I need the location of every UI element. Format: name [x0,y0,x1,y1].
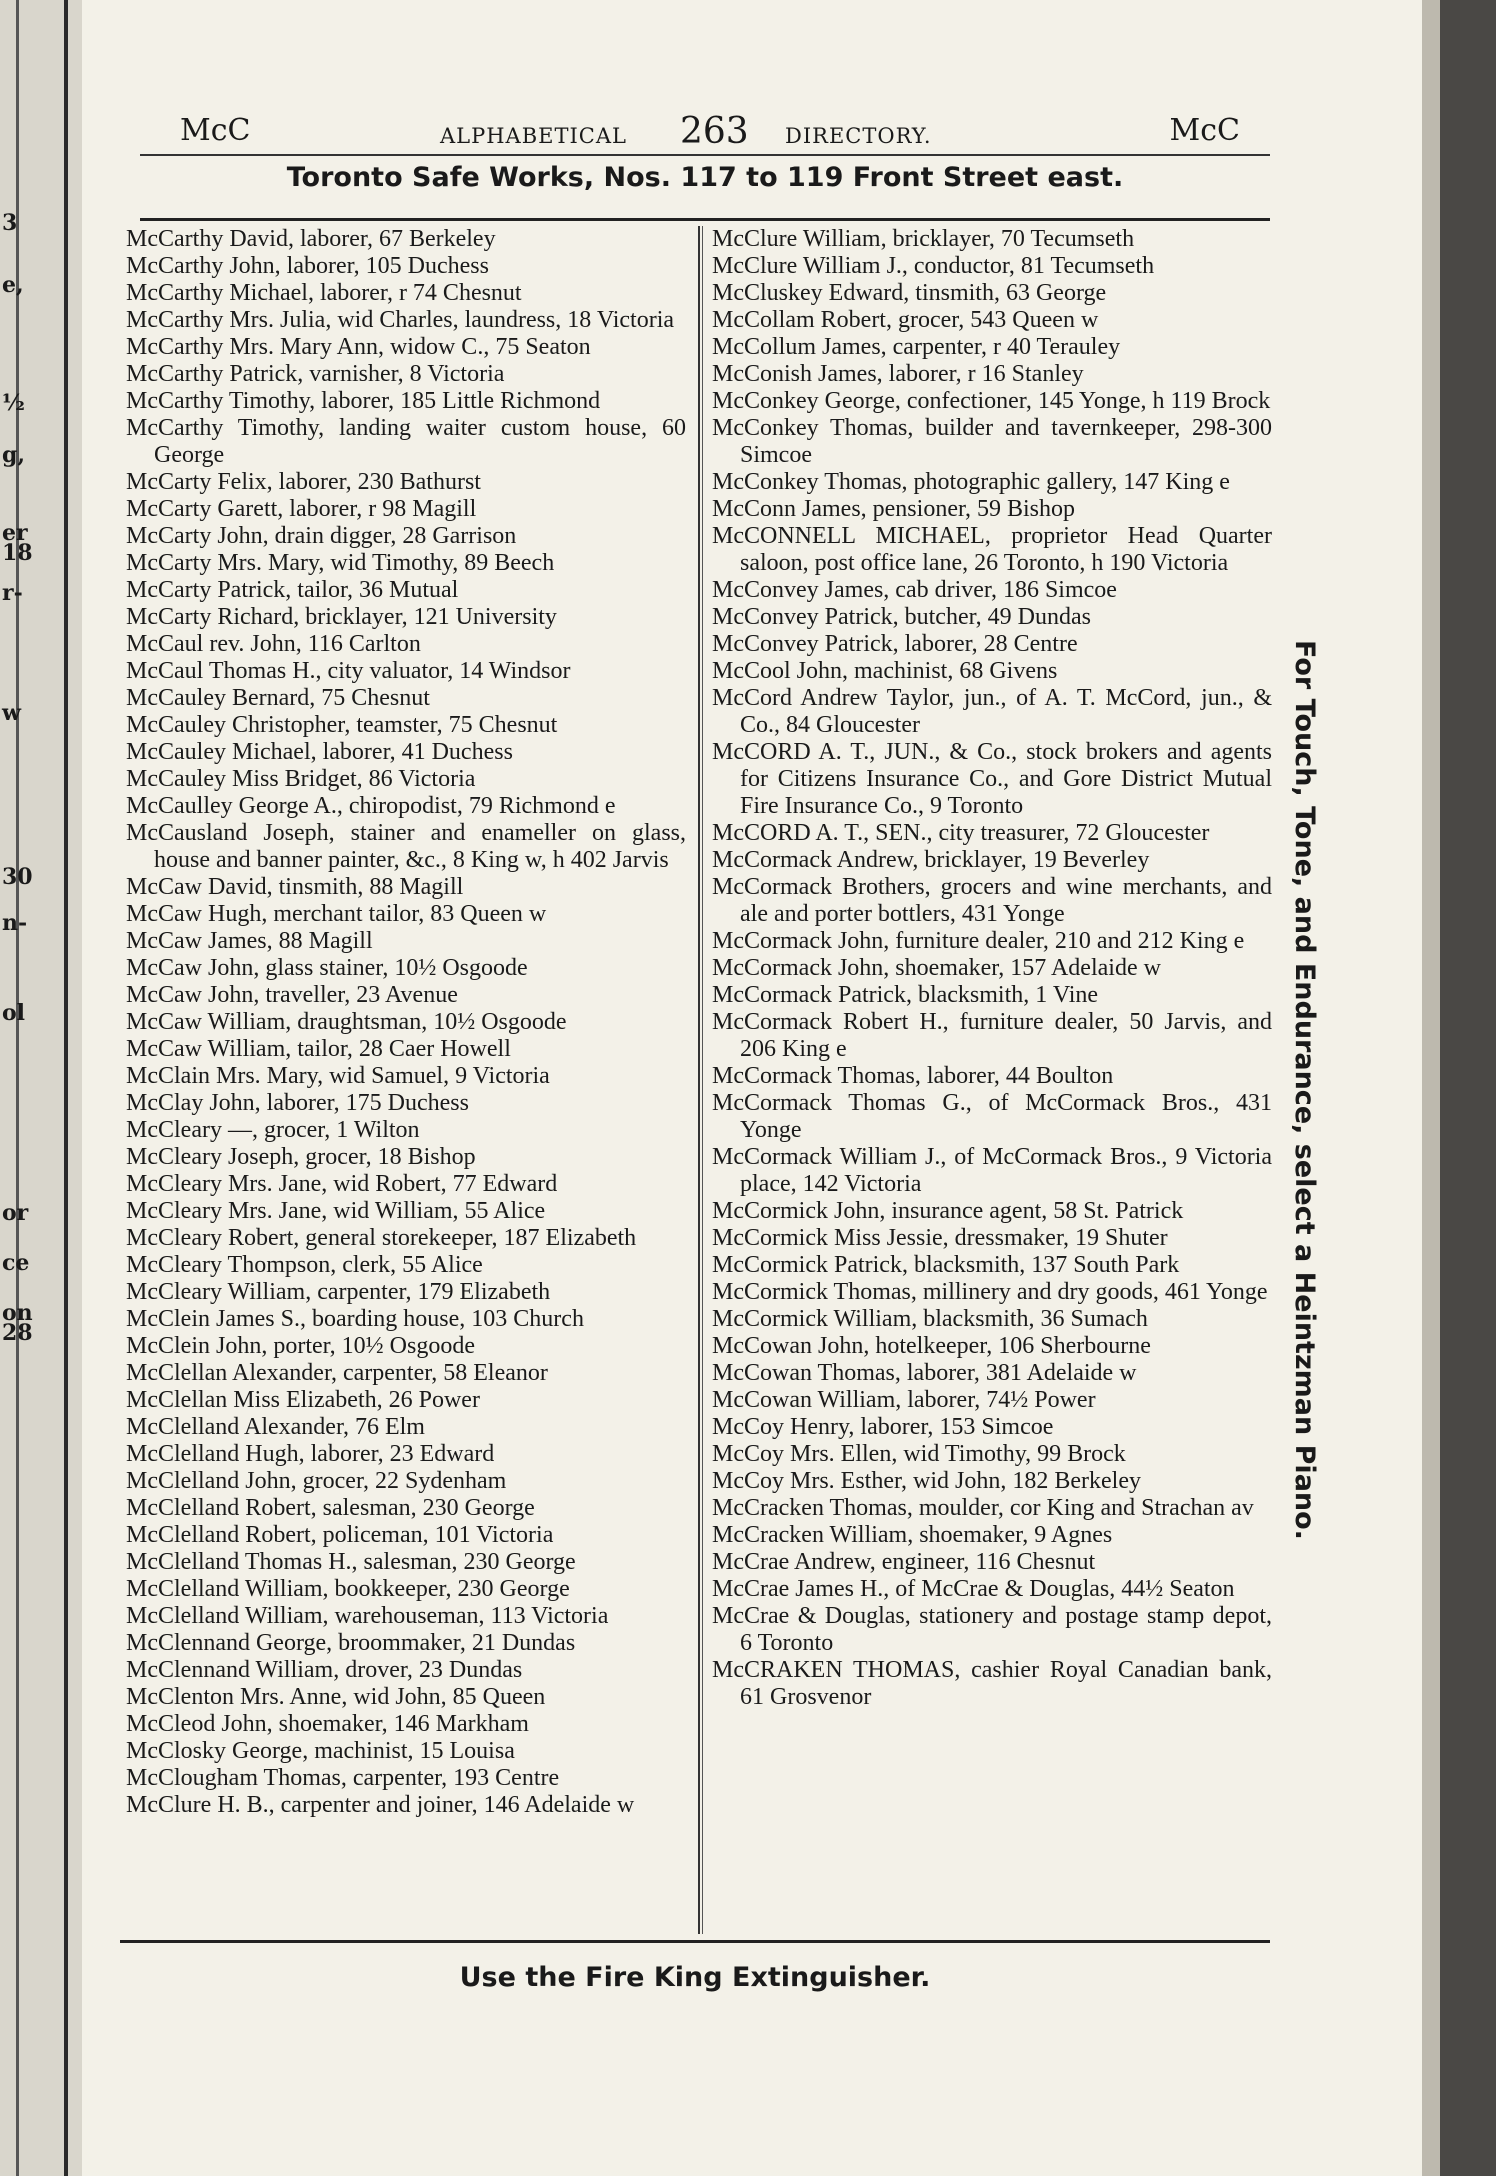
directory-entry: McClure William J., conductor, 81 Tecumseth [712,253,1155,279]
directory-entry: McCormack Thomas, laborer, 44 Boulton [712,1063,1114,1089]
directory-entry: McCleary Thompson, clerk, 55 Alice [126,1252,483,1278]
directory-entry: McCormick John, insurance agent, 58 St. Patrick [712,1198,1184,1224]
directory-entry: McCaul rev. John, 116 Carlton [126,631,421,657]
directory-entry: McClelland William, warehouseman, 113 Victoria [126,1603,609,1629]
directory-entry: McCarthy Michael, laborer, r 74 Chesnut [126,280,522,306]
directory-entry: McCoy Mrs. Esther, wid John, 182 Berkeley [712,1468,1141,1494]
directory-entry: McClelland William, bookkeeper, 230 George [126,1576,570,1602]
directory-entry: McCormack Andrew, bricklayer, 19 Beverley [712,847,1150,873]
directory-entry: McCracken William, shoemaker, 9 Agnes [712,1522,1113,1548]
directory-entry: McCleary —, grocer, 1 Wilton [126,1117,420,1143]
directory-entry: McCaw John, glass stainer, 10½ Osgoode [126,955,528,981]
directory-entry: McClosky George, machinist, 15 Louisa [126,1738,515,1764]
directory-entry: McCormack William J., of McCormack Bros., 9 Victoria place, 142 Victoria [712,1144,1272,1197]
directory-entry: McCarty Felix, laborer, 230 Bathurst [126,469,481,495]
directory-entry: McClelland Alexander, 76 Elm [126,1414,425,1440]
edge-fragment: n- [2,910,28,936]
directory-entry: McCleod John, shoemaker, 146 Markham [126,1711,529,1737]
edge-fragment: or [2,1200,29,1226]
directory-entry: McCoy Henry, laborer, 153 Simcoe [712,1414,1054,1440]
directory-entry: McCleary Robert, general storekeeper, 187 Elizabeth [126,1225,637,1251]
directory-entry: McCaulley George A., chiropodist, 79 Richmond e [126,793,616,819]
directory-entry: McCORD A. T., SEN., city treasurer, 72 Gloucester [712,820,1210,846]
edge-fragment: on [2,1300,33,1326]
directory-entry: McCormack Robert H., furniture dealer, 50 Jarvis, and 206 King e [712,1009,1272,1062]
directory-entry: McClougham Thomas, carpenter, 193 Centre [126,1765,560,1791]
edge-fragment: 3 [2,210,18,236]
page-stack [1422,0,1440,2176]
directory-entry: McCaw David, tinsmith, 88 Magill [126,874,464,900]
directory-entry: McCormick Miss Jessie, dressmaker, 19 Shuter [712,1225,1168,1251]
directory-entry: McClelland Robert, salesman, 230 George [126,1495,535,1521]
directory-entry: McCowan Thomas, laborer, 381 Adelaide w [712,1360,1137,1386]
directory-entry: McCormack John, shoemaker, 157 Adelaide w [712,955,1161,981]
directory-entry: McClenton Mrs. Anne, wid John, 85 Queen [126,1684,546,1710]
directory-entry: McCowan William, laborer, 74½ Power [712,1387,1096,1413]
directory-entry: McCollum James, carpenter, r 40 Terauley [712,334,1121,360]
right-column [712,226,1272,1711]
directory-entry: McClellan Miss Elizabeth, 26 Power [126,1387,480,1413]
directory-entry: McCollam Robert, grocer, 543 Queen w [712,307,1099,333]
directory-entry: McCormick William, blacksmith, 36 Sumach [712,1306,1148,1332]
page-number: 263 [680,111,749,152]
directory-entry: McCausland Joseph, stainer and enameller on glass, house and banner painter, &c., 8 King w, h 402 Jarvis [126,820,686,873]
edge-fragment: r- [2,580,23,606]
header-left: McC [180,113,251,148]
directory-entry: McConvey Patrick, butcher, 49 Dundas [712,604,1091,630]
directory-entry: McCoy Mrs. Ellen, wid Timothy, 99 Brock [712,1441,1126,1467]
directory-entry: McCRAKEN THOMAS, cashier Royal Canadian bank, 61 Grosvenor [712,1657,1272,1710]
directory-entry: McCluskey Edward, tinsmith, 63 George [712,280,1107,306]
directory-entry: McClure William, bricklayer, 70 Tecumseth [712,226,1135,252]
side-advertisement-text: For Touch, Tone, and Endurance, select a Heintzman Piano. [1289,640,1320,1540]
directory-entry: McConkey Thomas, photographic gallery, 147 King e [712,469,1230,495]
adjacent-page-edge [0,0,82,2176]
edge-fragment: er [2,520,28,546]
directory-entry: McCarthy Patrick, varnisher, 8 Victoria [126,361,505,387]
directory-entry: McConkey Thomas, builder and tavernkeeper, 298-300 Simcoe [712,415,1272,468]
gutter-rule [16,0,19,2176]
directory-entry: McCauley Miss Bridget, 86 Victoria [126,766,476,792]
edge-fragment: ce [2,1250,30,1276]
directory-entry: McCaw Hugh, merchant tailor, 83 Queen w [126,901,547,927]
directory-entry: McCowan John, hotelkeeper, 106 Sherbourne [712,1333,1151,1359]
directory-entry: McCarthy Mrs. Julia, wid Charles, laundress, 18 Victoria [126,307,675,333]
directory-entry: McConn James, pensioner, 59 Bishop [712,496,1076,522]
directory-entry: McClennand William, drover, 23 Dundas [126,1657,523,1683]
directory-entry: McCarty Richard, bricklayer, 121 University [126,604,557,630]
edge-fragment: 18 [2,540,33,566]
directory-entry: McCaw James, 88 Magill [126,928,373,954]
bottom-advertisement: Use the Fire King Extinguisher. [459,1962,931,1993]
edge-fragment: ol [2,1000,26,1026]
column-divider [698,226,700,1934]
directory-entry: McCracken Thomas, moulder, cor King and Strachan av [712,1495,1254,1521]
directory-entry: McClay John, laborer, 175 Duchess [126,1090,469,1116]
directory-entry: McCarty Garett, laborer, r 98 Magill [126,496,477,522]
directory-entry: McCormack Thomas G., of McCormack Bros., 431 Yonge [712,1090,1272,1143]
directory-entry: McClennand George, broommaker, 21 Dundas [126,1630,576,1656]
directory-entry: McConvey Patrick, laborer, 28 Centre [712,631,1078,657]
directory-entry: McClein James S., boarding house, 103 Church [126,1306,584,1332]
directory-entry: McCarthy John, laborer, 105 Duchess [126,253,489,279]
directory-entry: McCool John, machinist, 68 Givens [712,658,1058,684]
directory-entry: McCormick Patrick, blacksmith, 137 South Park [712,1252,1180,1278]
directory-entry: McCaul Thomas H., city valuator, 14 Windsor [126,658,571,684]
header-rule [140,154,1270,156]
edge-fragment: 28 [2,1320,33,1346]
directory-entry: McCaw William, tailor, 28 Caer Howell [126,1036,511,1062]
edge-fragment: w [2,700,21,726]
directory-entry: McCrae & Douglas, stationery and postage stamp depot, 6 Toronto [712,1603,1272,1656]
binding-rule [64,0,68,2176]
side-advertisement [1289,640,1340,1540]
edge-fragment: 30 [2,864,33,890]
directory-entry: McClure H. B., carpenter and joiner, 146 Adelaide w [126,1792,635,1818]
header-right: McC [1169,113,1240,148]
edge-fragment: e, [2,272,24,298]
directory-entry: McCauley Bernard, 75 Chesnut [126,685,430,711]
top-advertisement: Toronto Safe Works, Nos. 117 to 119 Front Street east. [286,162,1124,193]
directory-entry: McCrae Andrew, engineer, 116 Chesnut [712,1549,1096,1575]
directory-entry: McCORD A. T., JUN., & Co., stock brokers and agents for Citizens Insurance Co., and Gore District Mutual Fire Insurance Co., 9 Toronto [712,739,1272,819]
directory-entry: McCleary Mrs. Jane, wid Robert, 77 Edward [126,1171,558,1197]
directory-entry: McCarty Mrs. Mary, wid Timothy, 89 Beech [126,550,555,576]
directory-entry: McCarty John, drain digger, 28 Garrison [126,523,517,549]
edge-fragment: ½ [2,390,25,416]
directory-entry: McCormack John, furniture dealer, 210 and 212 King e [712,928,1245,954]
banner-rule [140,218,1270,221]
column-divider-inner [702,226,703,1934]
directory-entry: McClelland Hugh, laborer, 23 Edward [126,1441,495,1467]
directory-entry: McClain Mrs. Mary, wid Samuel, 9 Victoria [126,1063,550,1089]
directory-entry: McConkey George, confectioner, 145 Yonge, h 119 Brock [712,388,1271,414]
directory-entry: McConish James, laborer, r 16 Stanley [712,361,1084,387]
directory-entry: McCarthy Timothy, laborer, 185 Little Richmond [126,388,601,414]
directory-entry: McCleary Joseph, grocer, 18 Bishop [126,1144,476,1170]
directory-entry: McCaw William, draughtsman, 10½ Osgoode [126,1009,567,1035]
directory-entry: McCleary Mrs. Jane, wid William, 55 Alice [126,1198,546,1224]
directory-entry: McClellan Alexander, carpenter, 58 Eleanor [126,1360,548,1386]
directory-entry: McCONNELL MICHAEL, proprietor Head Quarter saloon, post office lane, 26 Toronto, h 190 Victoria [712,523,1272,576]
directory-entry: McCaw John, traveller, 23 Avenue [126,982,458,1008]
directory-entry: McCord Andrew Taylor, jun., of A. T. McCord, jun., & Co., 84 Gloucester [712,685,1272,738]
left-column [126,226,686,1819]
header-center-left: ALPHABETICAL [440,124,627,148]
directory-entry: McCarthy David, laborer, 67 Berkeley [126,226,496,252]
directory-entry: McClelland Thomas H., salesman, 230 George [126,1549,576,1575]
directory-entry: McCauley Michael, laborer, 41 Duchess [126,739,513,765]
directory-entry: McConvey James, cab driver, 186 Simcoe [712,577,1117,603]
directory-entry: McClein John, porter, 10½ Osgoode [126,1333,475,1359]
book-edge [1422,0,1496,2176]
directory-entry: McCleary William, carpenter, 179 Elizabeth [126,1279,551,1305]
directory-entry: McCormack Patrick, blacksmith, 1 Vine [712,982,1099,1008]
running-header [100,102,1260,152]
directory-entry: McCarty Patrick, tailor, 36 Mutual [126,577,459,603]
directory-entry: McCarthy Mrs. Mary Ann, widow C., 75 Seaton [126,334,591,360]
header-center-right: DIRECTORY. [785,124,932,148]
directory-entry: McClelland Robert, policeman, 101 Victoria [126,1522,554,1548]
directory-entry: McCarthy Timothy, landing waiter custom house, 60 George [126,415,686,468]
edge-fragment: g, [2,442,26,468]
directory-entry: McCormack Brothers, grocers and wine merchants, and ale and porter bottlers, 431 Yonge [712,874,1272,927]
directory-entry: McClelland John, grocer, 22 Sydenham [126,1468,507,1494]
directory-entry: McCauley Christopher, teamster, 75 Chesnut [126,712,558,738]
directory-entry: McCrae James H., of McCrae & Douglas, 44½ Seaton [712,1576,1235,1602]
footer-rule [120,1940,1270,1943]
directory-entry: McCormick Thomas, millinery and dry goods, 461 Yonge [712,1279,1268,1305]
